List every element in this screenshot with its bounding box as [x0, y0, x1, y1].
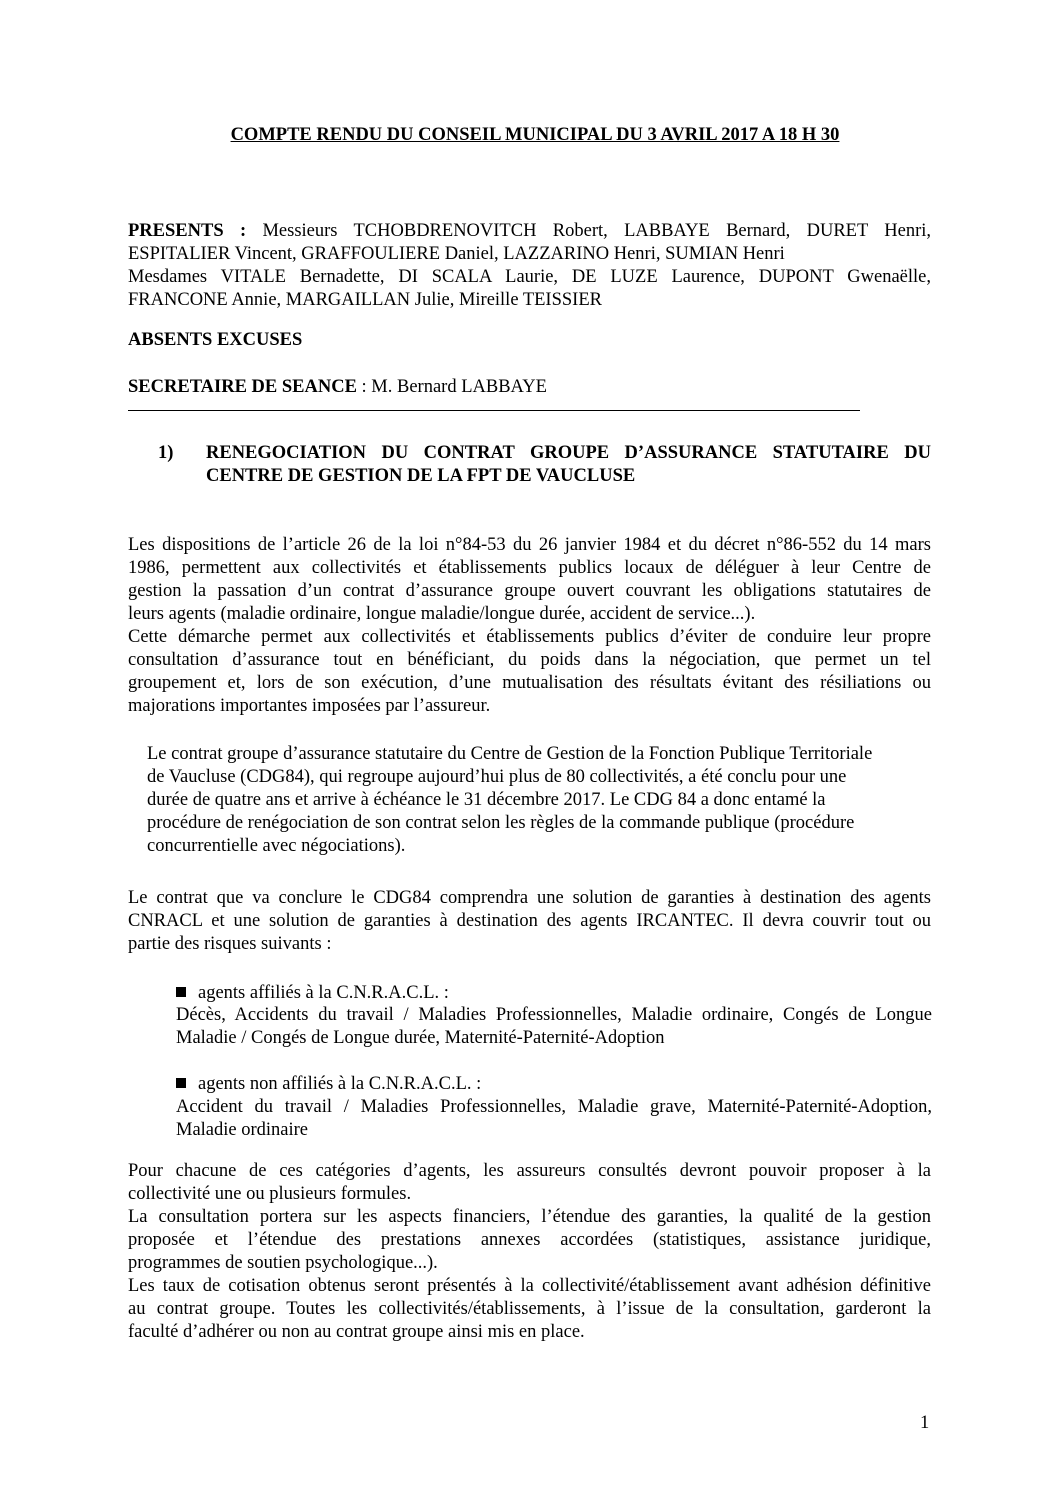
paragraph-line: gestion la passation d’un contrat d’assurance groupe ouvert couvrant les obligations statutaires de — [128, 581, 931, 601]
absents-heading: ABSENTS EXCUSES — [128, 330, 303, 350]
bullet-line: Accident du travail / Maladies Professionnelles, Maladie grave, Maternité-Paternité-Adoption, — [176, 1097, 932, 1117]
paragraph-line: au contrat groupe. Toutes les collectivités/établissements, à l’issue de la consultation, garderont la — [128, 1299, 931, 1319]
paragraph-line: CNRACL et une solution de garanties à destination des agents IRCANTEC. Il devra couvrir tout ou — [128, 911, 931, 931]
presents-line-3: Mesdames VITALE Bernadette, DI SCALA Laurie, DE LUZE Laurence, DUPONT Gwenaëlle, — [128, 267, 931, 287]
paragraph-line: collectivité une ou plusieurs formules. — [128, 1184, 412, 1204]
square-bullet-icon — [176, 987, 186, 997]
secretaire-label: SECRETAIRE DE SEANCE — [128, 377, 357, 397]
paragraph-line: 1986, permettent aux collectivités et établissements publics locaux de déléguer à leur Centre de — [128, 558, 931, 578]
paragraph-3 — [128, 887, 931, 956]
paragraph-line: Pour chacune de ces catégories d’agents, les assureurs consultés devront pouvoir proposer à la — [128, 1161, 931, 1181]
paragraph-line: programmes de soutien psychologique...). — [128, 1253, 438, 1273]
paragraph-line: consultation d’assurance tout en bénéficiant, du poids dans la négociation, que permet un tel — [128, 650, 931, 670]
secretaire-line — [128, 376, 931, 399]
section-1-heading — [158, 442, 931, 488]
paragraph-line: groupement et, lors de son exécution, d’une mutualisation des résultats évitant des résiliations ou — [128, 673, 931, 693]
paragraph-line: Le contrat que va conclure le CDG84 comprendra une solution de garanties à destination des agents — [128, 888, 931, 908]
paragraph-line: durée de quatre ans et arrive à échéance le 31 décembre 2017. Le CDG 84 a donc entamé la — [147, 790, 826, 810]
paragraph-line: leurs agents (maladie ordinaire, longue maladie/longue durée, accident de service...). — [128, 604, 756, 624]
bullet-line: Décès, Accidents du travail / Maladies Professionnelles, Maladie ordinaire, Congés de Longue — [176, 1005, 932, 1025]
presents-line-4: FRANCONE Annie, MARGAILLAN Julie, Mireille TEISSIER — [128, 290, 602, 310]
section-1-title-line-1: RENEGOCIATION DU CONTRAT GROUPE D’ASSURANCE STATUTAIRE DU — [206, 443, 931, 463]
paragraph-line: La consultation portera sur les aspects financiers, l’étendue des garanties, la qualité de la gestion — [128, 1207, 931, 1227]
separator-line — [128, 410, 860, 411]
paragraph-line: de Vaucluse (CDG84), qui regroupe aujourd’hui plus de 80 collectivités, a été conclu pour une — [147, 767, 847, 787]
document-title: COMPTE RENDU DU CONSEIL MUNICIPAL DU 3 AVRIL 2017 A 18 H 30 — [230, 125, 840, 145]
bullet-2-body — [176, 1096, 932, 1142]
presents-line-2: ESPITALIER Vincent, GRAFFOULIERE Daniel, LAZZARINO Henri, SUMIAN Henri — [128, 244, 785, 264]
section-1-title-line-2: CENTRE DE GESTION DE LA FPT DE VAUCLUSE — [206, 466, 636, 486]
bullet-1-body — [176, 1004, 932, 1050]
paragraph-line: partie des risques suivants : — [128, 934, 332, 954]
bullet-line: Maladie / Congés de Longue durée, Maternité-Paternité-Adoption — [176, 1028, 665, 1048]
paragraph-line: proposée et l’étendue des prestations annexes accordées (statistiques, assistance juridique, — [128, 1230, 931, 1250]
paragraph-4 — [128, 1160, 931, 1344]
page-number: 1 — [920, 1413, 930, 1433]
secretaire-value: : M. Bernard LABBAYE — [356, 377, 547, 397]
paragraph-line: Les taux de cotisation obtenus seront présentés à la collectivité/établissement avant adhésion définitive — [128, 1276, 931, 1296]
bullet-item-cnracl — [176, 982, 449, 1005]
paragraph-2 — [147, 743, 907, 858]
paragraph-line: Le contrat groupe d’assurance statutaire du Centre de Gestion de la Fonction Publique Territoriale — [147, 744, 873, 764]
section-1-number: 1) — [158, 443, 174, 463]
presents-block — [128, 220, 931, 312]
paragraph-line: faculté d’adhérer ou non au contrat groupe ainsi mis en place. — [128, 1322, 585, 1342]
presents-line-1: PRESENTS : Messieurs TCHOBDRENOVITCH Robert, LABBAYE Bernard, DURET Henri, — [128, 221, 932, 241]
paragraph-line: Cette démarche permet aux collectivités et établissements publics d’éviter de conduire leur propre — [128, 627, 931, 647]
paragraph-line: procédure de renégociation de son contrat selon les règles de la commande publique (procédure — [147, 813, 855, 833]
paragraph-line: concurrentielle avec négociations). — [147, 836, 406, 856]
square-bullet-icon — [176, 1078, 186, 1088]
bullet-item-non-cnracl — [176, 1073, 481, 1096]
paragraph-line: Les dispositions de l’article 26 de la loi n°84-53 du 26 janvier 1984 et du décret n°86-552 du 14 mars — [128, 535, 931, 555]
bullet-label: agents non affiliés à la C.N.R.A.C.L. : — [198, 1074, 482, 1094]
paragraph-1 — [128, 534, 931, 718]
bullet-label: agents affiliés à la C.N.R.A.C.L. : — [198, 983, 449, 1003]
paragraph-line: majorations importantes imposées par l’assureur. — [128, 696, 491, 716]
presents-label: PRESENTS : — [128, 221, 247, 241]
bullet-line: Maladie ordinaire — [176, 1120, 309, 1140]
